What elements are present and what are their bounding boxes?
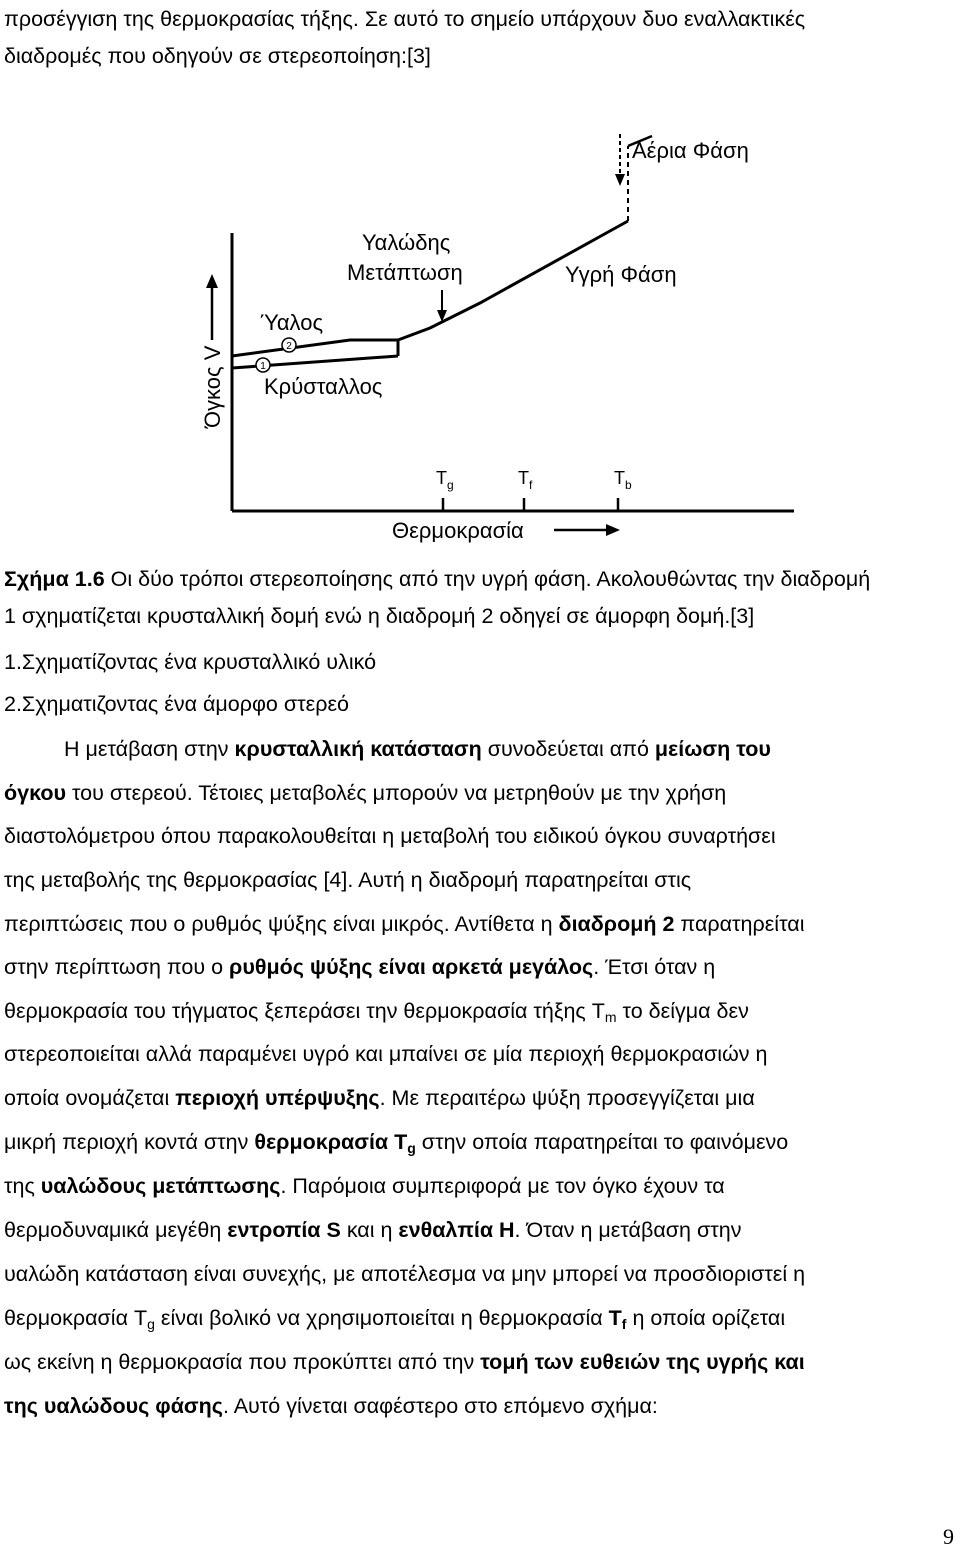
gas-phase-label: Αέρια Φάση [632, 138, 749, 163]
x-axis-label: Θερμοκρασία [392, 518, 524, 543]
para-line-10: μικρή περιοχή κοντά στην θερμοκρασία Tg στην οποία παρατηρείται το φαινόμενο [4, 1130, 789, 1156]
para-line-11: της υαλώδους μετάπτωσης. Παρόμοια συμπεριφορά με τον όγκο έχουν τα [4, 1174, 725, 1198]
tick-tg [436, 468, 454, 511]
para-line-9: οποία ονομάζεται περιοχή υπέρψυξης. Με περαιτέρω ψύξη προσεγγίζεται μια [4, 1086, 755, 1110]
marker-2-label: 2 [286, 341, 292, 352]
y-axis-arrow-head [206, 274, 218, 288]
para-line-12: θερμοδυναμικά μεγέθη εντροπία S και η ενθαλπία H. Όταν η μετάβαση στην [4, 1218, 742, 1242]
para-line-15: ως εκείνη η θερμοκρασία που προκύπτει από την τομή των ευθειών της υγρής και [4, 1350, 805, 1374]
figure-caption-label: Σχήμα 1.6 [4, 567, 105, 591]
liquid-phase-label: Υγρή Φάση [565, 262, 677, 287]
svg-text:Tb: $T_b$ [614, 468, 632, 492]
para-line-7: θερμοκρασία του τήγματος ξεπεράσει την θερμοκρασία τήξης Tm το δείγμα δεν [4, 999, 749, 1025]
tick-tf [518, 468, 533, 511]
para-line-14: θερμοκρασία Tg είναι βολικό να χρησιμοποιείται η θερμοκρασία Tf η οποία ορίζεται [4, 1306, 786, 1332]
para-line-8: στερεοποιείται αλλά παραμένει υγρό και μπαίνει σε μία περιοχή θερμοκρασιών η [4, 1042, 768, 1066]
marker-1-label: 1 [260, 361, 266, 372]
volume-temperature-diagram [190, 128, 810, 548]
y-axis-label: Όγκος V [200, 345, 225, 428]
svg-text:Tg: $T_g$ [436, 468, 454, 492]
para-line-13: υαλώδη κατάσταση είναι συνεχής, με αποτέλεσμα να μην μπορεί να προσδιοριστεί η [4, 1262, 806, 1286]
para-line-6: στην περίπτωση που ο ρυθμός ψύξης είναι αρκετά μεγάλος. Έτσι όταν η [4, 955, 716, 979]
figure-caption-line-1 [4, 565, 870, 593]
para-line-1: Η μετάβαση στην κρυσταλλική κατάσταση συνοδεύεται από μείωση του [64, 737, 771, 761]
figure-caption-text-1: Οι δύο τρόποι στερεοποίησης από την υγρή φάση. Ακολουθώντας την διαδρομή [104, 567, 871, 591]
figure-caption-line-2: 1 σχηματίζεται κρυσταλλική δομή ενώ η διαδρομή 2 οδηγεί σε άμορφη δομή.[3] [4, 604, 755, 628]
glass-transition-label-2: Μετάπτωση [347, 260, 463, 285]
glass-label: Ύαλος [260, 310, 324, 335]
svg-text:Tf: $T_f$ [518, 468, 533, 492]
glass-curve [232, 340, 398, 356]
gas-arrow-head [615, 174, 625, 186]
intro-line-2: διαδρομές που οδηγούν σε στερεοποίηση:[3] [4, 44, 431, 68]
list-item-1: 1.Σχηματίζοντας ένα κρυσταλλικό υλικό [4, 650, 377, 674]
glass-transition-label-1: Υαλώδης [362, 230, 451, 255]
y-axis-label-group [200, 274, 225, 429]
para-line-2: όγκου του στερεού. Τέτοιες μεταβολές μπορούν να μετρηθούν με την χρήση [4, 781, 727, 805]
x-axis-arrow-head [606, 524, 620, 536]
intro-line-1: προσέγγιση της θερμοκρασίας τήξης. Σε αυτό το σημείο υπάρχουν δυο εναλλακτικές [4, 7, 806, 31]
page-number: 9 [943, 1524, 954, 1549]
tick-tb [614, 468, 632, 511]
crystal-label: Κρύσταλλος [264, 374, 383, 399]
para-line-5: περιπτώσεις που ο ρυθμός ψύξης είναι μικρός. Αντίθετα η διαδρομή 2 παρατηρείται [4, 912, 805, 936]
para-line-3: διαστολόμετρου όπου παρακολουθείται η μεταβολή του ειδικού όγκου συναρτήσει [4, 824, 776, 848]
para-line-4: της μεταβολής της θερμοκρασίας [4]. Αυτή η διαδρομή παρατηρείται στις [4, 868, 692, 892]
list-item-2: 2.Σχηματιζοντας ένα άμορφο στερεό [4, 692, 349, 716]
para-line-16: της υαλώδους φάσης. Αυτό γίνεται σαφέστερο στο επόμενο σχήμα: [4, 1394, 658, 1418]
